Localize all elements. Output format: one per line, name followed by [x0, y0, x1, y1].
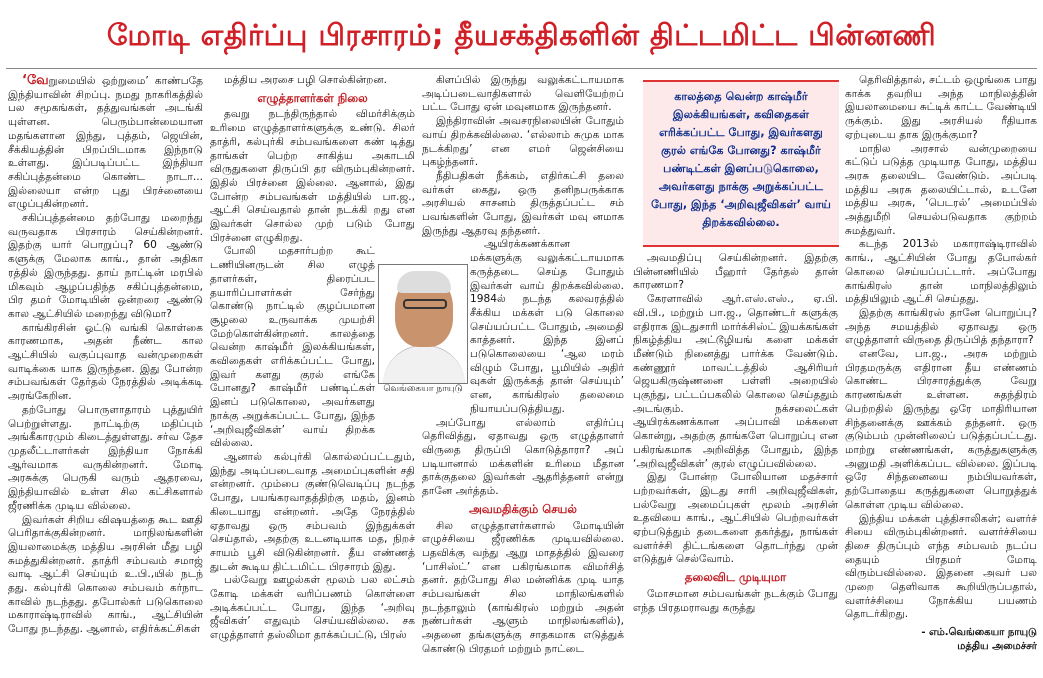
headline: மோடி எதிர்ப்பு பிரசாரம்; தீயசக்திகளின் திட்டமிட்ட பின்னணி [106, 18, 937, 52]
subheading: அவமதிக்கும் செயல் [469, 501, 577, 516]
paragraph: அவமதிப்பு செய்கின்றனர். இதற்கு பின்னணியில் பீஹார் தேர்தல் தான் காரணமா? [633, 252, 838, 292]
paragraph: எனவே, பா.ஜ., அரசு மற்றும் பிரதமருக்கு எதிரான தீய எண்ணம் கொண்ட பிரசாரத்துக்கு வேறு காரணங்கள் உள்ளன. சுதந்திரம் பெற்றதில் இருந்து ஒரே மாதிரியான சிந்தனைக்கு ஊக்கம் தந்தனர். ஒரு குடும்பம் முன்னிலைப் படுத்தப்பட்டது. மாற்று எண்ணங்கள், கருத்துகளுக்கு அனுமதி அளிக்கப்பட வில்லை. இப்படி ஒரே சிந்தனையை நம்பியவர்கள், தற்போதைய கருத்துகளை பொறுத்துக் கொள்ள முடிய வில்லை. [845, 348, 1037, 511]
paragraph: கடந்த 2013ல் மகாராஷ்டிராவில் காங்., ஆட்சியின் போது தபோல்கர் கொலை செய்யப்பட்டார். அப்போது காங்கிரஸ் தான் மாநிலத்திலும் மத்தியிலும் ஆட்சி செய்தது. [845, 238, 1037, 306]
author-signature: - எம்.வெங்கையா நாயுடு [921, 627, 1037, 639]
paragraph: சில எழுத்தாளர்களால் மோடியின் எழுச்சியை ஜீரணிக்க முடியவில்லை. பதவிக்கு வந்து ஆறு மாதத்தில் இவரை ‘பாசிஸ்ட்’ என பகிரங்கமாக விமர்சித் தனர். தற்போது சில மன்னிக்க முடி யாத சம்பவங்கள் சில மாநிலங்களில் நடந்தாலும் (காங்கிரஸ் மற்றும் அதன் நண்பர்கள் ஆளும் மாநிலங்களில்), அதனை தங்களுக்கு சாதகமாக எடுத்துக் கொண்டு பிரதமர் மற்றும் நாட்டை [422, 519, 624, 655]
paragraph: தற்போது பொருளாதாரம் புத்துயிர் பெற்றுள்ளது. நாட்டிற்கு மதிப்பும் அங்கீகாரமும் கிடைத்துள்ளது. சர்வ தேச முதலீட்டாளர்கள் இந்தியா நோக்கி ஆர்வமாக வருகின்றனர். மோடி அரசுக்கு பெருகி வரும் ஆதரவை, இந்தியாவில் உள்ள சில கட்சிகளால் ஜீரணிக்க முடிய வில்லை. [8, 403, 203, 512]
paragraph: மோசமான சம்பவங்கள் நடக்கும் போது எந்த பிரதமராவது கருத்து [633, 587, 838, 614]
dropcap: ‘வே [22, 74, 49, 88]
paragraph: போலி மதசார்பற்ற கூட் டணியினருடன் சில எழுத் தாளர்கள், திரைப்பட தயாரிப்பாளர்கள் சேர்ந்து கொண்டு நாட்டில் குழப்பமான சூழலை உருவாக்க முயற்சி மேற்கொள்கின்றனர். காலத்தை வென்ற காஷ்மீர் இலக்கியங்கள், கவிதைகள் எரிக்கப்பட்ட போது, இவர் களது குரல் எங்கே போனது? காஷ்மீர் பண்டிட்கள் இனப் படுகொலை, அவர்களது நாக்கு அறுக்கப்பட்ட போது, இந்த ‘அறிவுஜீவிகள்’ வாய் திறக்க வில்லை. [210, 245, 375, 450]
paragraph: காங்கிரசின் ஓட்டு வங்கி கொள்கை காரணமாக, அதன் நீண்ட கால ஆட்சியில் வகுப்புவாத வன்முறைகள் வாடிக்கை யாக இருந்தன. இது போன்ற சம்பவங்கள் தேர்தல் நேரத்தில் அடிக்கடி அரங்கேறின. [8, 321, 203, 403]
headline-rule [6, 68, 1037, 69]
paragraph-text: றுமையில் ஒற்றுமை’ காண்பதே இந்தியாவின் சிறப்பு. நமது நாகரிகத்தில் பல சமூகங்கள், தத்துவங்கள் அடங்கி யுள்ளன. பெரும்பான்மையான மதங்களான இந்து, புத்தம், ஜெயின், சீக்கியத்தின் பிறப்பிடமாக இந்நாடு உள்ளது. இப்படிப்பட்ட இந்தியா சகிப்புத்தன்மை கொண்ட நாடா... இல்லையா என்ற புது பிரச்னையை எழுப்புகின்றனர். [8, 75, 203, 211]
paragraph: இதற்கு காங்கிரஸ் தானே பொறுப்பு? அந்த சமயத்தில் ஏதாவது ஒரு எழுத்தாளர் விருதை திருப்பித் தந்தாரா? [845, 306, 1037, 347]
paragraph: இது போன்ற போலியான மதச்சார் பற்றவர்கள், இடது சாரி அறிவுஜீவிகள், பல்வேறு அமைப்புகள் மூலம் அரசின் உதவியை காங்., ஆட்சியில் பெற்றவர்கள் ஏற்படுத்தும் தடைகளை தகர்த்து, நாங்கள் வளர்ச்சி திட்டங்களை தொடர்ந்து முன் எடுத்துச் செல்வோம். [633, 471, 838, 566]
photo-body [383, 345, 465, 384]
paragraph: தவறு நடந்திருந்தால் விமர்சிக்கும் உரிமை எழுத்தாளர்களுக்கு உண்டு. சிலர் தாத்ரி, கல்புர்கி சம்பவங்களை கண் டித்து தாங்கள் பெற்ற சாகித்ய அகாடமி விருதுகளை திருப்பி தர விரும்புகின்றனர். இதில் பிரச்னை இல்லை. ஆனால், இது போன்ற சம்பவங்கள் மத்தியில் பா.ஜ., ஆட்சி செய்வதால் தான் நடக்கி றது என இவர்கள் சொல்ல முற் படும் போது பிரச்னை எழுகிறது. [210, 108, 415, 244]
paragraph: தெரிவித்தால், சட்டம் ஒழுங்கை பாது காக்க தவறிய அந்த மாநிலத்தின் இயலாமையை சுட்டிக் காட்ட வேண்டியி ருக்கும். இது அரசியல் ரீதியாக ஏற்புடைய தாக இருக்குமா? [845, 74, 1037, 141]
paragraph: சகிப்புத்தன்மை தற்போது மறைந்து வருவதாக பிரசாரம் செய்கின்றனர். இதற்கு யார் பொறுப்பு? 60 ஆண்டு களுக்கு மேலாக காங்., தான் அதிகா ரத்தில் இருந்தது. தாய் நாட்டின் மரபில் மிகவும் ஆழப்பதிந்த சகிப்புத்தன்மை, பிர தமர் மோடியின் ஒன்றரை ஆண்டு கால ஆட்சியில் மறைந்து விடுமா? [8, 212, 203, 320]
photo-hair [397, 271, 451, 293]
paragraph: மத்திய அரசை பழி சொல்கின்றன. [224, 74, 387, 86]
photo-glasses [403, 299, 447, 309]
photo-caption: வெங்கையா நாயுடு [378, 384, 468, 398]
paragraph: அப்போது எல்லாம் எதிர்ப்பு தெரிவித்து, ஏதாவது ஒரு எழுத்தாளர் விருதை திருப்பி கொடுத்தாரா? அப் படியானால் மக்களின் உரிமை மீதான தாக்குதலை இவர்கள் ஆதரித்தனர் என்று தானே அர்த்தம். [422, 416, 624, 498]
paragraph: கிளப்பில் இருந்து வலுக்கட்டாயமாக அடிப்படைவாதிகளால் வெளியேற்றப் பட்ட போது ஏன் மவுனமாக இருந்தனர். [422, 74, 624, 114]
subheading: தலைவிட முடியுமா [684, 570, 787, 585]
article-column-1 [8, 74, 203, 674]
paragraph: மாநில அரசால் வன்முறையை கட்டுப் படுத்த முடியாத போது, மத்திய அரசு தலையிட வேண்டும். அப்படி மத்திய அரசு தலையிட்டால், உடனே மத்திய அரசு, ‘பெடரல்’ அமைப்பில் அத்துமீறி செயல்படுவதாக குற்றம் சுமத்துவர். [845, 142, 1037, 237]
author-designation: மத்திய அமைச்சர் [957, 640, 1037, 652]
paragraph: ஆனால் கல்புர்கி கொல்லப்பட்டதும், இந்து அடிப்படைவாத அமைப்புகளின் சதி என்றனர். மும்பை குண்டுவெடிப்பு நடந்த போது, பயங்கரவாதத்திற்கு மதம், இனம் கிடையாது என்றனர். அதே நேரத்தில் ஏதாவது ஒரு சம்பவம் இந்துக்கள் செய்தால், அதற்கு உடனடியாக மத, நிறச் சாயம் பூசி விடுகின்றனர். தீய எண்ணத் துடன் கூடிய திட்டமிட்ட பிரசாரம் இது. [210, 450, 415, 573]
subheading: எழுத்தாளர்கள் நிலை [257, 90, 368, 105]
author-photo [378, 264, 468, 384]
paragraph: பல்வேறு ஊழல்கள் மூலம் பல லட்சம் கோடி மக்கள் வரிப்பணம் கொள்ளை அடிக்கப்பட்ட போது, இந்த ‘அறிவு ஜீவிகள்’ எதுவும் செய்யவில்லை. சக எழுத்தாளர் தஸ்லிமா தாக்கப்பட்டு, பிரஸ் [210, 574, 415, 642]
paragraph: ஆயிரக்கணக்கான மக்களுக்கு வலுக்கட்டாயமாக கருத்தடை செய்த போதும் இவர்கள் வாய் திறக்கவில்லை. 1984ல் நடந்த கலவரத்தில் சீக்கிய மக்கள் படு கொலை செய்யப்பட்ட போதும், அமைதி காத்தனர். இந்த இனப் படுகொலையை ‘ஆல மரம் விழும் போது, பூமியில் அதிர் வுகள் இருக்கத் தான் செய்யும்’ என, காங்கிரஸ் தலைமை நியாயப்படுத்தியது. [470, 238, 624, 415]
paragraph: நீதிபதிகள் நீக்கம், எதிர்கட்சி தலை வர்கள் கைது, ஒரு தனிநபருக்காக அரசியல் சாசனம் திருத்தப்பட்ட சம் பவங்களின் போது, இவர்கள் மவு னமாக இருந்து ஆதரவு தந்தனர். [422, 169, 624, 237]
article-column-5 [845, 74, 1037, 674]
paragraph: இவர்கள் சிறிய விஷயத்தை கூட ஊதி பெரிதாக்குகின்றனர். மாநிலங்களின் இயலாமைக்கு மத்திய அரசின் மீது பழி சுமத்துகின்றனர். தாத்ரி சம்பவம் சமாஜ் வாடி ஆட்சி செய்யும் உ.பி.,யில் நடந் தது. கல்புர்கி கொலை சம்பவம் கர்நாட காவில் நடந்தது. தபோல்கர் படுகொலை மகாராஷ்டிராவில் காங்., ஆட்சியின் போது நடந்தது. ஆனால், எதிர்க்கட்சிகள் [8, 513, 203, 636]
paragraph: கேரளாவில் ஆர்.எஸ்.எஸ்., ஏ.பி. வி.பி., மற்றும் பா.ஜ., தொண்டர் களுக்கு எதிராக இடதுசாரி மார்க்சிஸ்ட் இயக்கங்கள் நிகழ்த்திய அட்டூழியங் களை மக்கள் மீண்டும் நினைத்து பார்க்க வேண்டும். கண்ணூர் மாவட்டத்தில் ஆசிரியர் ஜெயகிருஷ்ணனை பள்ளி அறையில் புகுந்து, பட்டப்பகலில் கொலை செய்ததும் அடங்கும். நக்சலைட்கள் ஆயிரக்கணக்கான அப்பாவி மக்களை கொன்று, அதற்கு தாங்களே பொறுப்பு என பகிரங்கமாக அறிவித்த போதும், இந்த ‘அறிவுஜீவிகள்’ குரல் எழுப்பவில்லை. [633, 293, 838, 470]
pull-quote: காலத்தை வென்ற காஷ்மீர் இலக்கியங்கள், கவிதைகள் எரிக்கப்பட்ட போது, இவர்களது குரல் எங்கே போனது? காஷ்மீர் பண்டிட்கள் இனப்படுகொலை, அவர்களது நாக்கு அறுக்கப்பட்ட போது, இந்த ‘அறிவுஜீவிகள்’ வாய் திறக்கவில்லை. [643, 80, 839, 247]
paragraph: இந்திராவின் அவசரநிலையின் போதும் வாய் திறக்கவில்லை. ‘எல்லாம் சுமுக மாக நடக்கிறது’ என எமர் ஜென்சியை புகழ்ந்தனர். [422, 115, 624, 169]
paragraph: இந்திய மக்கள் புத்திசாலிகள்; வளர்ச் சியை விரும்புகின்றனர். வளர்ச்சியை திசை திருப்பும் எந்த சம்பவம் நடப்ப தையும் பிரதமர் மோடி விரும்பவில்லை. இதனை அவர் பல முறை தெளிவாக கூறியிருப்பதால், வளர்ச்சியை நோக்கிய பயணம் தொடர்கிறது. [845, 512, 1037, 621]
paragraph [8, 74, 203, 212]
quote-spacer [633, 74, 838, 252]
article-column-4 [633, 74, 838, 674]
